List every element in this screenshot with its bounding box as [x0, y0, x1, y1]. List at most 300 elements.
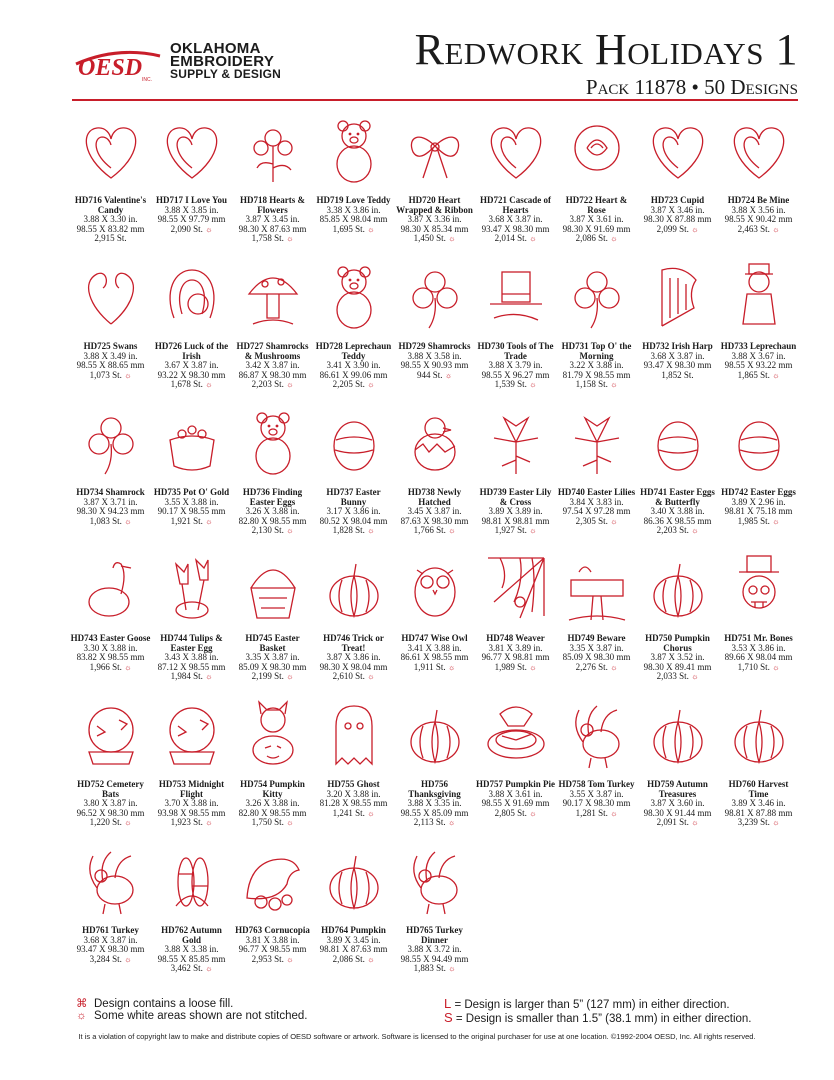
design-code: HD727 [236, 341, 264, 351]
design-code: HD726 [154, 341, 182, 351]
design-size-inches: 3.68 X 3.87 in. [488, 214, 543, 225]
design-name: Tulips & Easter Egg [170, 633, 223, 653]
design-caption [313, 342, 394, 390]
design-caption [394, 342, 475, 380]
design-size-inches: 3.89 X 3.89 in. [488, 506, 543, 517]
redwork-design-art [561, 258, 633, 336]
design-title [70, 780, 151, 799]
design-stitch-line [313, 955, 394, 965]
design-size-mm: 85.85 X 98.04 mm [319, 214, 388, 225]
design-title [394, 926, 475, 945]
redwork-design-art [318, 112, 390, 190]
design-name: Pumpkin Pie [505, 779, 555, 789]
design-size-inches: 3.22 X 3.88 in. [569, 360, 624, 371]
design-name: Wise Owl [430, 633, 468, 643]
design-stitch-line [313, 809, 394, 819]
design-card-hd755 [313, 696, 394, 842]
design-caption [475, 196, 556, 244]
design-stitch-count: 2,091 St. [656, 817, 689, 828]
design-card-hd763 [232, 842, 313, 988]
design-caption [313, 926, 394, 964]
design-size-mm: 90.17 X 98.55 mm [157, 506, 226, 517]
sun-icon: ☼ [447, 818, 456, 828]
design-code: HD719 [316, 195, 344, 205]
design-code: HD746 [323, 633, 351, 643]
design-size-mm: 80.52 X 98.04 mm [319, 515, 388, 526]
sun-icon: ☼ [367, 672, 375, 682]
sun-icon: ☼ [205, 224, 213, 234]
design-name: Cupid [680, 195, 705, 205]
design-name: Valentine's Candy [97, 195, 147, 215]
design-name: Harvest Time [748, 779, 789, 799]
design-size-mm: 98.55 X 94.49 mm [400, 953, 469, 964]
design-stitch-line [232, 234, 313, 244]
sun-icon: ☼ [610, 808, 618, 818]
design-stitch-line [637, 818, 718, 828]
design-card-hd762 [151, 842, 232, 988]
design-code: HD717 [156, 195, 184, 205]
design-size-inches: 3.70 X 3.88 in. [164, 798, 219, 809]
design-size-mm: 98.30 X 94.23 mm [76, 506, 145, 517]
design-name: Cornucopia [264, 925, 310, 935]
design-caption [394, 488, 475, 536]
design-size-inches: 3.81 X 3.89 in. [488, 642, 543, 653]
design-size-inches: 3.55 X 3.88 in. [164, 496, 219, 507]
design-size-inches: 3.17 X 3.86 in. [326, 506, 381, 517]
design-size-mm: 98.55 X 97.79 mm [157, 214, 226, 225]
design-size-mm: 98.55 X 88.65 mm [76, 360, 145, 371]
design-size-inches: 3.40 X 3.88 in. [650, 506, 705, 517]
design-caption [151, 634, 232, 682]
design-caption [151, 926, 232, 974]
design-name: Easter Basket [259, 633, 300, 653]
design-stitch-line [70, 955, 151, 965]
design-card-hd758 [556, 696, 637, 842]
sun-icon: ☼ [691, 672, 699, 682]
legend-white-text: Some white areas shown are not stitched. [94, 1010, 308, 1022]
design-name: Leprechaun Teddy [341, 341, 392, 361]
design-code: HD751 [724, 633, 752, 643]
design-size-inches: 3.88 X 3.67 in. [731, 350, 786, 361]
design-size-mm: 87.12 X 98.55 mm [157, 661, 226, 672]
design-size-mm: 98.55 X 91.69 mm [481, 798, 550, 809]
design-size-mm: 93.22 X 98.30 mm [157, 369, 226, 380]
design-stitch-line [394, 234, 475, 244]
redwork-design-art [723, 258, 795, 336]
design-size-inches: 3.88 X 3.61 in. [488, 788, 543, 799]
design-size-mm: 82.80 X 98.55 mm [238, 515, 307, 526]
redwork-design-art [318, 696, 390, 774]
design-card-hd733 [718, 258, 799, 404]
design-stitch-count: 3,239 St. [737, 817, 770, 828]
design-stitch-count: 1,758 St. [251, 233, 284, 244]
design-size-mm: 81.79 X 98.55 mm [562, 369, 631, 380]
design-stitch-count: 1,865 St. [737, 369, 770, 380]
design-caption [394, 634, 475, 672]
design-size-mm: 89.66 X 98.04 mm [724, 652, 793, 663]
sun-icon: ☼ [205, 818, 213, 828]
design-name: Newly Hatched [418, 487, 462, 507]
sun-icon: ☼ [448, 526, 456, 536]
design-code: HD736 [242, 487, 270, 497]
sun-icon: ☼ [286, 954, 294, 964]
design-caption [637, 780, 718, 828]
sun-icon: ☼ [529, 380, 537, 390]
design-name: Swans [112, 341, 138, 351]
design-size-mm: 98.81 X 75.18 mm [724, 506, 793, 517]
legend-loose-text: Design contains a loose fill. [94, 998, 234, 1010]
design-name: Autumn Treasures [658, 779, 708, 799]
design-card-hd726 [151, 258, 232, 404]
design-name: Tom Turkey [587, 779, 635, 789]
redwork-design-art [75, 696, 147, 774]
design-card-hd723 [637, 112, 718, 258]
design-size-inches: 3.88 X 3.56 in. [731, 204, 786, 215]
design-size-inches: 3.87 X 3.45 in. [245, 214, 300, 225]
design-size-inches: 3.88 X 3.85 in. [164, 204, 219, 215]
sun-icon: ☼ [448, 234, 456, 244]
design-name: Midnight Flight [179, 779, 225, 799]
design-code: HD754 [240, 779, 268, 789]
design-stitch-line [394, 663, 475, 673]
redwork-design-art [318, 258, 390, 336]
design-code: HD758 [558, 779, 586, 789]
design-name: Heart & Rose [587, 195, 628, 215]
design-code: HD755 [327, 779, 355, 789]
redwork-design-art [237, 112, 309, 190]
legend-small [444, 1010, 751, 1025]
design-size-inches: 3.84 X 3.83 in. [569, 496, 624, 507]
design-card-hd727 [232, 258, 313, 404]
design-caption [151, 196, 232, 234]
design-size-inches: 3.81 X 3.88 in. [245, 934, 300, 945]
sun-icon: ☼ [772, 370, 780, 380]
design-name: Turkey Dinner [421, 925, 463, 945]
design-stitch-line [70, 234, 151, 244]
redwork-design-art [480, 258, 552, 336]
design-stitch-count: 2,203 St. [656, 525, 689, 536]
design-title [151, 342, 232, 361]
design-stitch-count: 1,921 St. [170, 515, 203, 526]
design-size-inches: 3.87 X 3.86 in. [326, 652, 381, 663]
design-size-mm: 98.30 X 91.44 mm [643, 807, 712, 818]
design-size-mm: 96.77 X 98.81 mm [481, 652, 550, 663]
design-caption [151, 342, 232, 390]
design-name: Easter Goose [99, 633, 151, 643]
design-stitch-count: 2,086 St. [332, 953, 365, 964]
design-name: Weaver [515, 633, 545, 643]
design-stitch-count: 1,710 St. [737, 661, 770, 672]
design-title [232, 342, 313, 361]
design-caption [232, 634, 313, 682]
design-name: Easter Bunny [340, 487, 381, 507]
sun-icon: ☼ [610, 662, 618, 672]
design-stitch-count: 1,911 St. [413, 661, 446, 672]
design-caption [313, 634, 394, 682]
design-size-inches: 3.41 X 3.90 in. [326, 360, 381, 371]
design-stitch-line [232, 526, 313, 536]
design-name: Thanksgiving [408, 788, 461, 799]
sun-icon: ☼ [448, 964, 456, 974]
design-size-inches: 3.89 X 3.46 in. [731, 798, 786, 809]
sun-icon: ☼ [367, 224, 375, 234]
design-card-hd759 [637, 696, 718, 842]
sun-icon: ☼ [367, 380, 375, 390]
design-code: HD762 [161, 925, 189, 935]
design-stitch-line [70, 663, 151, 673]
design-code: HD734 [76, 487, 104, 497]
design-card-hd764 [313, 842, 394, 988]
design-card-hd756 [394, 696, 475, 842]
sun-icon: ☼ [124, 818, 132, 828]
design-caption [637, 342, 718, 380]
design-stitch-line [151, 672, 232, 682]
design-name: Pot O' Gold [183, 487, 230, 497]
design-caption [556, 196, 637, 244]
legend-small-text: = Design is smaller than 1.5” (38.1 mm) in either direction. [455, 1013, 752, 1025]
design-card-hd752 [70, 696, 151, 842]
design-code: HD735 [153, 487, 181, 497]
design-stitch-count: 944 St. [416, 369, 443, 380]
sun-icon: ☼ [529, 808, 537, 818]
design-caption [313, 196, 394, 234]
design-size-mm: 96.77 X 98.55 mm [238, 944, 307, 955]
design-stitch-count: 1,966 St. [89, 661, 122, 672]
design-caption [718, 342, 799, 380]
design-stitch-line [556, 809, 637, 819]
design-card-hd744 [151, 550, 232, 696]
design-card-hd731 [556, 258, 637, 404]
design-code: HD716 [74, 195, 102, 205]
design-card-hd746 [313, 550, 394, 696]
design-title [556, 342, 637, 361]
sun-icon: ☼ [205, 964, 213, 974]
design-size-mm: 98.30 X 98.04 mm [319, 661, 388, 672]
redwork-design-art [156, 696, 228, 774]
design-size-inches: 3.20 X 3.88 in. [326, 788, 381, 799]
design-stitch-count: 2,199 St. [251, 671, 284, 682]
design-code: HD732 [642, 341, 670, 351]
design-card-hd748 [475, 550, 556, 696]
design-stitch-count: 1,539 St. [494, 379, 527, 390]
design-stitch-line [394, 964, 475, 974]
design-stitch-line [313, 380, 394, 390]
design-title [232, 196, 313, 215]
design-size-mm: 93.47 X 98.30 mm [643, 360, 712, 371]
design-size-inches: 3.80 X 3.87 in. [83, 798, 138, 809]
design-name: Beware [596, 633, 626, 643]
redwork-design-art [156, 112, 228, 190]
design-caption [394, 196, 475, 244]
design-name: Heart Wrapped & Ribbon [396, 195, 473, 215]
logo-mark-inc: INC. [142, 77, 152, 82]
design-stitch-count: 1,241 St. [332, 807, 365, 818]
design-size-inches: 3.87 X 3.61 in. [569, 214, 624, 225]
page-title: Redwork Holidays 1 [414, 25, 798, 74]
sun-icon: ☼ [772, 516, 780, 526]
design-stitch-count: 1,984 St. [170, 671, 203, 682]
design-card-hd724 [718, 112, 799, 258]
design-code: HD764 [321, 925, 349, 935]
design-code: HD759 [647, 779, 675, 789]
design-size-mm: 85.09 X 98.30 mm [238, 661, 307, 672]
redwork-design-art [399, 404, 471, 482]
design-code: HD748 [486, 633, 514, 643]
design-stitch-line [313, 225, 394, 235]
redwork-design-art [642, 258, 714, 336]
design-stitch-count: 2,099 St. [656, 223, 689, 234]
design-title [151, 926, 232, 945]
design-stitch-line [475, 234, 556, 244]
design-title [637, 488, 718, 507]
logo-mark-text: OESD [78, 55, 143, 81]
design-card-hd747 [394, 550, 475, 696]
design-stitch-line [151, 964, 232, 974]
design-stitch-count: 2,953 St. [251, 953, 284, 964]
design-stitch-line [232, 818, 313, 828]
design-stitch-line [313, 672, 394, 682]
redwork-design-art [75, 404, 147, 482]
redwork-design-art [156, 404, 228, 482]
legend-loose-fill [76, 996, 233, 1010]
design-stitch-count: 2,305 St. [575, 515, 608, 526]
design-title [70, 196, 151, 215]
legend-large-text: = Design is larger than 5” (127 mm) in either direction. [454, 999, 730, 1011]
design-name: Cemetery Bats [101, 779, 144, 799]
design-size-inches: 3.67 X 3.87 in. [164, 360, 219, 371]
design-stitch-count: 3,284 St. [89, 953, 122, 964]
design-size-inches: 3.43 X 3.88 in. [164, 652, 219, 663]
sun-icon: ☼ [529, 234, 537, 244]
design-card-hd749 [556, 550, 637, 696]
design-title [313, 488, 394, 507]
design-size-inches: 3.53 X 3.86 in. [731, 642, 786, 653]
sun-icon: ☼ [772, 224, 780, 234]
redwork-design-art [399, 258, 471, 336]
design-card-hd721 [475, 112, 556, 258]
copyright-notice: It is a violation of copyright law to make and distribute copies of OESD software or artwork. Software is licensed to the original purchaser for use at one location. ©1992-2004 OESD, Inc. All rights reserved. [78, 1032, 756, 1041]
design-stitch-line [718, 225, 799, 235]
redwork-design-art [723, 550, 795, 628]
redwork-design-art [399, 842, 471, 920]
design-grid [70, 112, 800, 992]
design-card-hd750 [637, 550, 718, 696]
sun-icon: ☼ [447, 662, 456, 672]
design-stitch-line [475, 809, 556, 819]
brand-line-1: OKLAHOMA [170, 40, 261, 57]
redwork-design-art [237, 258, 309, 336]
sun-icon: ☼ [205, 380, 213, 390]
design-size-inches: 3.87 X 3.71 in. [83, 496, 138, 507]
design-caption [556, 780, 637, 818]
design-stitch-count: 2,610 St. [332, 671, 365, 682]
design-stitch-count: 1,158 St. [575, 379, 608, 390]
design-name: I Love You [185, 195, 227, 205]
design-stitch-line [70, 818, 151, 828]
design-code: HD737 [326, 487, 354, 497]
design-stitch-count: 1,220 St. [89, 817, 122, 828]
design-size-mm: 87.63 X 98.30 mm [400, 515, 469, 526]
design-size-mm: 93.47 X 98.30 mm [76, 944, 145, 955]
design-code: HD757 [475, 779, 503, 789]
design-stitch-count: 1,989 St. [494, 661, 527, 672]
design-card-hd761 [70, 842, 151, 988]
design-size-inches: 3.68 X 3.87 in. [83, 934, 138, 945]
design-code: HD760 [728, 779, 756, 789]
design-card-hd716 [70, 112, 151, 258]
design-stitch-count: 2,033 St. [656, 671, 689, 682]
design-stitch-count: 1,695 St. [332, 223, 365, 234]
design-name: Luck of the Irish [182, 341, 229, 361]
design-code: HD728 [315, 341, 343, 351]
design-code: HD738 [407, 487, 435, 497]
design-code: HD721 [480, 195, 507, 205]
design-code: HD722 [565, 195, 593, 205]
sun-icon: ☼ [691, 224, 699, 234]
design-size-inches: 3.89 X 2.96 in. [731, 496, 786, 507]
design-name: Mr. Bones [753, 633, 793, 643]
sun-icon: ☼ [772, 818, 780, 828]
redwork-design-art [561, 550, 633, 628]
design-size-inches: 3.26 X 3.88 in. [245, 506, 300, 517]
design-card-hd735 [151, 404, 232, 550]
design-stitch-count: 2,086 St. [575, 233, 608, 244]
design-size-inches: 3.89 X 3.45 in. [326, 934, 381, 945]
design-caption [232, 488, 313, 536]
design-title [718, 780, 799, 799]
design-name: Finding Easter Eggs [249, 487, 303, 507]
design-size-inches: 3.68 X 3.87 in. [650, 350, 705, 361]
design-code: HD745 [245, 633, 273, 643]
design-caption [70, 196, 151, 244]
design-name: Be Mine [757, 195, 790, 205]
design-stitch-count: 1,281 St. [575, 807, 608, 818]
design-stitch-line [70, 517, 151, 527]
design-name: Pumpkin Chorus [663, 633, 710, 653]
sun-icon: ☼ [286, 380, 294, 390]
design-title [475, 196, 556, 215]
brand-line-2: EMBROIDERY [170, 53, 275, 70]
design-name: Easter Eggs & Butterfly [655, 487, 715, 507]
sun-icon: ☼ [367, 954, 375, 964]
design-card-hd740 [556, 404, 637, 550]
design-card-hd717 [151, 112, 232, 258]
design-stitch-line [313, 526, 394, 536]
design-code: HD763 [235, 925, 263, 935]
design-stitch-line [718, 517, 799, 527]
design-caption [394, 780, 475, 828]
brand-line-3: SUPPLY & DESIGN [170, 67, 282, 81]
design-stitch-line [556, 234, 637, 244]
redwork-design-art [237, 550, 309, 628]
design-size-mm: 86.87 X 98.30 mm [238, 369, 307, 380]
sun-icon: ☼ [286, 526, 294, 536]
redwork-design-art [561, 112, 633, 190]
sun-icon: ☼ [691, 526, 699, 536]
design-card-hd722 [556, 112, 637, 258]
design-stitch-line [556, 663, 637, 673]
redwork-design-art [642, 112, 714, 190]
design-size-mm: 98.30 X 91.69 mm [562, 223, 631, 234]
design-code: HD747 [401, 633, 429, 643]
design-size-inches: 3.26 X 3.88 in. [245, 798, 300, 809]
redwork-design-art [561, 404, 633, 482]
redwork-design-art [642, 404, 714, 482]
design-size-inches: 3.87 X 3.46 in. [650, 204, 705, 215]
design-card-hd765 [394, 842, 475, 988]
design-title [475, 488, 556, 507]
page-header [0, 0, 834, 110]
